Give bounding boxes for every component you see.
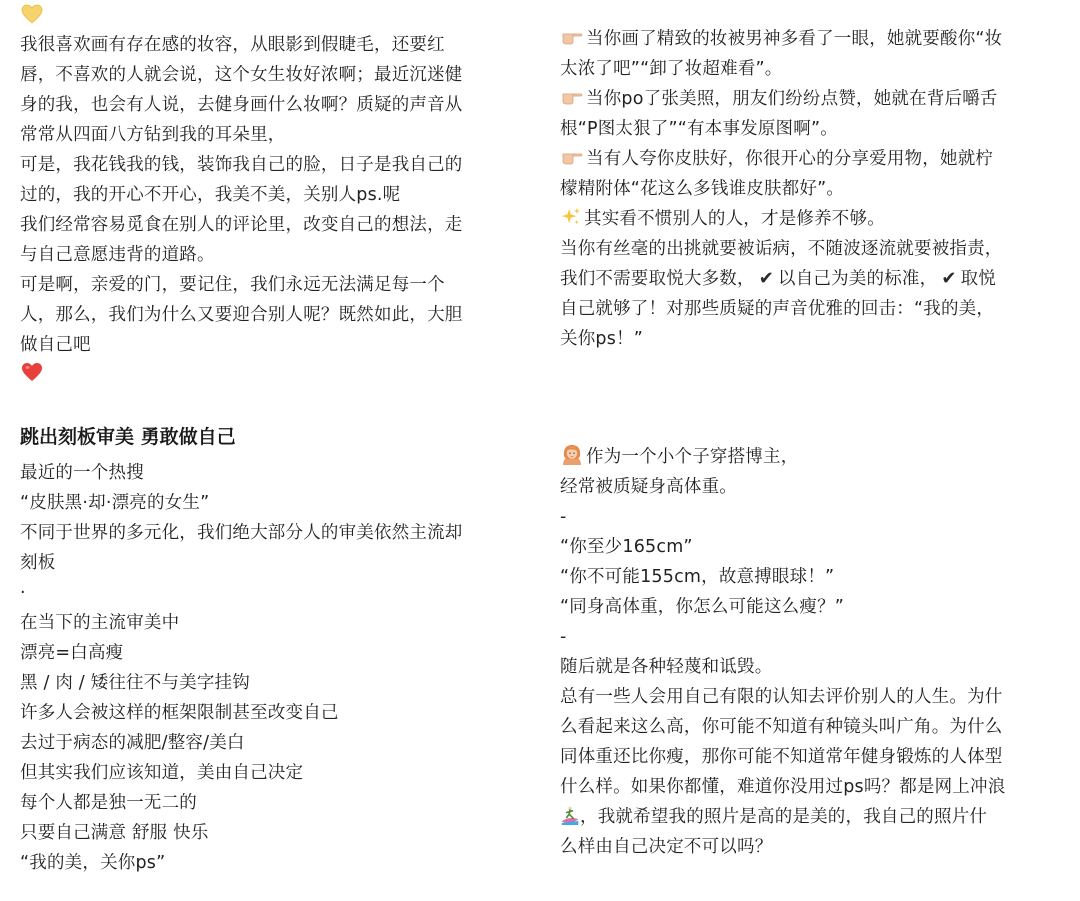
section-block: [20, 420, 530, 878]
backhand-pointing-right-icon: [560, 25, 584, 49]
paragraph-line: 黑 / 肉 / 矮往往不与美字挂钩: [20, 673, 250, 693]
paragraph-line: 常常从四面八方钻到我的耳朵里，: [20, 125, 286, 145]
sparkle-line-text: 其实看不惯别人的人，才是修养不够。: [584, 209, 885, 229]
paragraph-line: 人，那么，我们为什么又要迎合别人呢？既然如此，大胆: [20, 305, 463, 325]
sparkle-line: [560, 204, 1065, 234]
paragraph-line: 什么样。如果你都懂，难道你没用过ps吗？都是网上冲浪: [560, 777, 1006, 797]
paragraph-line: 唇，不喜欢的人就会说，这个女生妆好浓啊；最近沉迷健: [20, 65, 463, 85]
text-segment: 以自己为美的标准，: [778, 269, 938, 289]
section-heading: 跳出刻板审美 勇敢做自己: [20, 426, 236, 448]
paragraph-line: 关你ps！”: [560, 329, 643, 349]
paragraph-line: 么样由自己决定不可以吗？: [560, 837, 773, 857]
yellow-heart-row: [20, 0, 530, 30]
backhand-pointing-right-icon: [560, 85, 584, 109]
list-item-continued: 檬精附体“花这么多钱谁皮肤都好”。: [560, 179, 845, 199]
backhand-pointing-right-icon: [560, 145, 584, 169]
paragraph-line: 我们经常容易觅食在别人的评论里，改变自己的想法，走: [20, 215, 463, 235]
blogger-intro-line: [560, 442, 1065, 472]
paragraph-line: 同体重还比你瘦，那你可能不知道常年健身锻炼的人体型: [560, 747, 1003, 767]
surfer-icon: [560, 805, 580, 825]
paragraph-line: 不同于世界的多元化，我们绝大部分人的审美依然主流却: [20, 523, 463, 543]
sparkles-icon: [560, 206, 582, 228]
paragraph-line: 最近的一个热搜: [20, 463, 144, 483]
paragraph-line: 刻板: [20, 553, 56, 573]
list-item: [560, 24, 1065, 54]
paragraph-line: 在当下的主流审美中: [20, 613, 180, 633]
paragraph-line: 总有一些人会用自己有限的认知去评价别人的人生。为什: [560, 687, 1003, 707]
list-item-continued: 太浓了吧”“卸了妆超难看”。: [560, 59, 783, 79]
red-heart-icon: [20, 360, 44, 384]
intro-block: [20, 0, 530, 390]
criticism-block: [560, 24, 1065, 354]
surfer-line: [560, 802, 1065, 832]
intro-paragraph: [20, 30, 530, 360]
paragraph-line: 过的，我的开心不开心，我美不美，关别人ps.呢: [20, 185, 401, 205]
paragraph-line: “同身高体重，你怎么可能这么瘦？”: [560, 597, 845, 617]
paragraph-line: “你不可能155cm，故意搏眼球！”: [560, 567, 835, 587]
paragraph-line: 许多人会被这样的框架限制甚至改变自己: [20, 703, 339, 723]
paragraph-line: -: [560, 627, 567, 647]
paragraph-line: 可是啊，亲爱的门，要记住，我们永远无法满足每一个: [20, 275, 445, 295]
paragraph-line: 漂亮=白高瘦: [20, 643, 124, 663]
blogger-paragraph: [560, 472, 1065, 802]
paragraph-line: “皮肤黑·却·漂亮的女生”: [20, 493, 210, 513]
paragraph-line: -: [560, 507, 567, 527]
surfer-line-text: ，我就希望我的照片是高的是美的，我自己的照片什: [580, 807, 988, 827]
paragraph-line: “我的美，关你ps”: [20, 853, 166, 873]
list-item: [560, 144, 1065, 174]
text-segment: 我们不需要取悦大多数，: [560, 269, 755, 289]
list-item-continued: 根“P图太狠了”“有本事发原图啊”。: [560, 119, 838, 139]
paragraph-line: 做自己吧: [20, 335, 91, 355]
paragraph-line: 与自己意愿违背的道路。: [20, 245, 215, 265]
paragraph-line: “你至少165cm”: [560, 537, 693, 557]
paragraph-line: [560, 264, 1065, 294]
paragraph-line: 但其实我们应该知道，美由自己决定: [20, 763, 304, 783]
paragraph-line: 我很喜欢画有存在感的妆容，从眼影到假睫毛，还要红: [20, 35, 445, 55]
text-segment: 取悦: [960, 269, 997, 289]
paragraph-line: ·: [20, 583, 26, 603]
blogger-block: [560, 442, 1065, 862]
paragraph-line: 当你有丝毫的出挑就要被诟病，不随波逐流就要被指责，: [560, 239, 1003, 259]
red-heart-row: [20, 360, 530, 390]
paragraph-line: 么看起来这么高，你可能不知道有种镜头叫广角。为什么: [560, 717, 1003, 737]
section-paragraph: [20, 458, 530, 878]
paragraph-line: 每个人都是独一无二的: [20, 793, 197, 813]
paragraph-line: 自己就够了！对那些质疑的声音优雅的回击：“我的美，: [560, 299, 995, 319]
list-item-text: 当你po了张美照，朋友们纷纷点赞，她就在背后嚼舌: [586, 89, 998, 109]
paragraph-line: 随后就是各种轻蔑和诋毁。: [560, 657, 773, 677]
paragraph-line: 去过于病态的减肥/整容/美白: [20, 733, 245, 753]
yellow-heart-icon: [20, 2, 44, 26]
check-mark-icon: ✔: [758, 268, 774, 289]
woman-icon: [560, 443, 584, 467]
paragraph-line: 身的我，也会有人说，去健身画什么妆啊？质疑的声音从: [20, 95, 463, 115]
paragraph-line: 只要自己满意 舒服 快乐: [20, 823, 209, 843]
blogger-intro-text: 作为一个小个子穿搭博主，: [586, 447, 799, 467]
list-item-text: 当你画了精致的妆被男神多看了一眼，她就要酸你“妆: [586, 29, 1003, 49]
check-mark-icon: ✔: [941, 268, 957, 289]
list-item: [560, 84, 1065, 114]
paragraph-line: 经常被质疑身高体重。: [560, 477, 737, 497]
paragraph-line: 可是，我花钱我的钱，装饰我自己的脸，日子是我自己的: [20, 155, 463, 175]
list-item-text: 当有人夸你皮肤好，你很开心的分享爱用物，她就柠: [586, 149, 994, 169]
